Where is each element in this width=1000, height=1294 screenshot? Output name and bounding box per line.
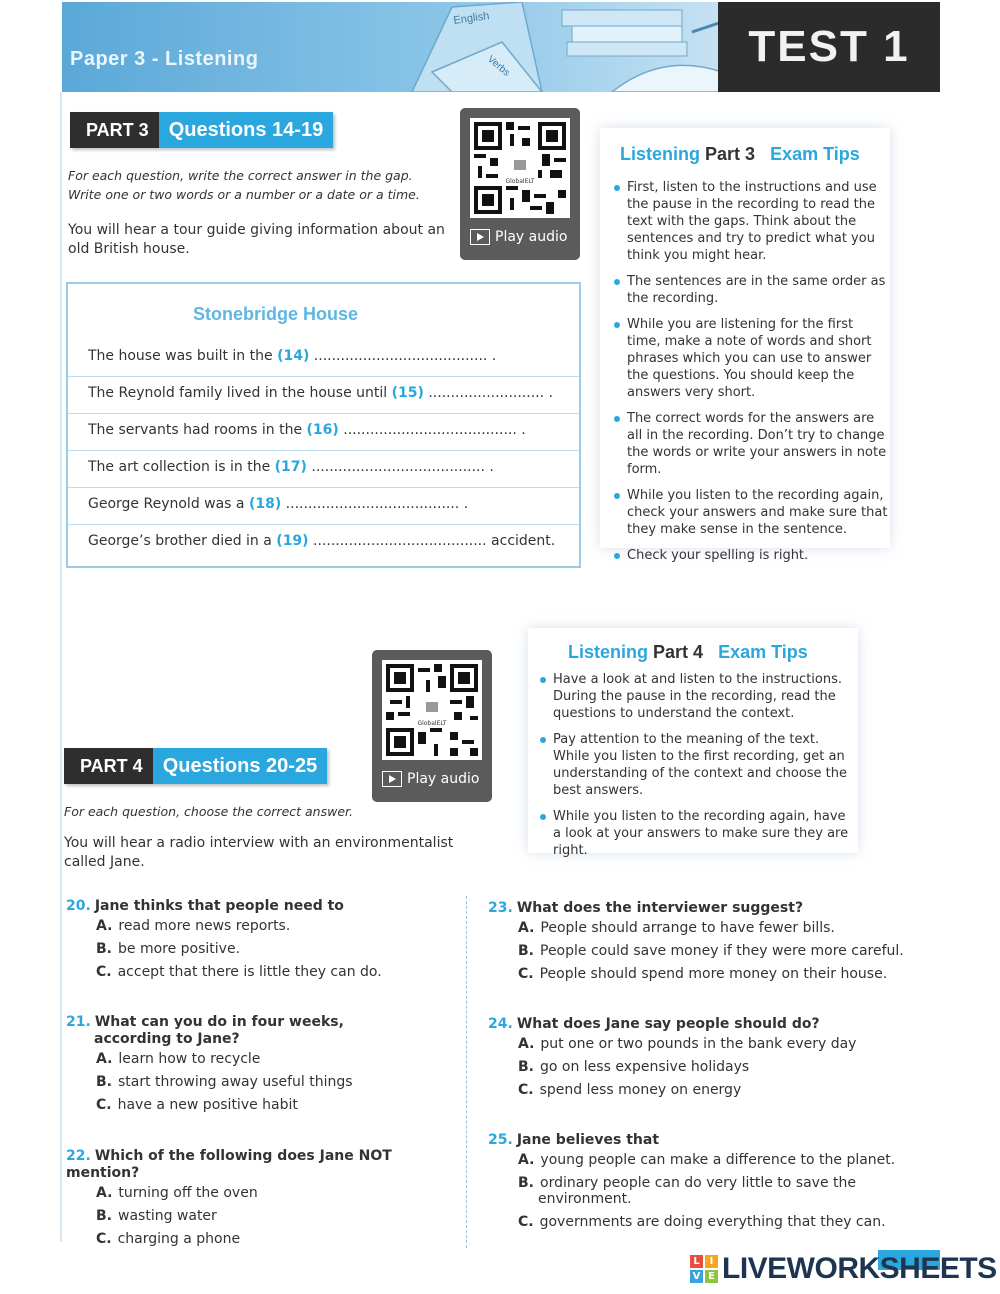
option-letter: B. <box>96 941 112 957</box>
option-letter: B. <box>518 1059 534 1075</box>
play-icon <box>470 229 490 245</box>
gap-text: George’s brother died in a <box>88 533 277 549</box>
question-number: 24. <box>488 1016 513 1032</box>
option-c[interactable] <box>96 961 446 984</box>
option-letter: C. <box>96 1231 112 1247</box>
option-text: young people can make a difference to the planet. <box>540 1152 896 1168</box>
question-number: (18) <box>248 496 282 512</box>
badge-letter: E <box>705 1270 718 1283</box>
option-letter: C. <box>518 966 534 982</box>
gap-line-16[interactable] <box>88 422 526 438</box>
option-letter: A. <box>96 918 113 934</box>
part3-exam-tips <box>600 128 890 563</box>
question-stem <box>66 1014 416 1048</box>
option-letter: A. <box>518 1152 535 1168</box>
option-a[interactable] <box>96 1182 461 1205</box>
option-text: accept that there is little they can do. <box>117 964 382 980</box>
option-text: put one or two pounds in the bank every day <box>540 1036 857 1052</box>
badge-letter: L <box>690 1255 703 1268</box>
option-c[interactable] <box>518 1079 908 1102</box>
gap-line-15[interactable] <box>88 385 553 401</box>
tips-title-exam-tips: Exam Tips <box>718 642 808 662</box>
question-text: What does Jane say people should do? <box>516 1016 820 1032</box>
gap-box-title: Stonebridge House <box>192 304 358 324</box>
option-text: wasting water <box>118 1208 217 1224</box>
option-letter: B. <box>96 1208 112 1224</box>
question-number: (19) <box>276 533 309 549</box>
decor-word-english: English <box>452 10 491 27</box>
part4-play-audio-button[interactable] <box>382 768 482 790</box>
option-letter: B. <box>518 943 534 959</box>
option-b[interactable] <box>518 1056 908 1079</box>
option-a[interactable] <box>96 915 446 938</box>
option-letter: C. <box>518 1214 534 1230</box>
option-letter: B. <box>96 1074 112 1090</box>
part3-play-audio-label: Play audio <box>495 229 568 245</box>
option-text: have a new positive habit <box>117 1097 298 1113</box>
tip-item: While you listen to the recording again, have a look at your answers to make sure they are right. <box>540 808 850 859</box>
part3-qr-card[interactable] <box>460 108 580 260</box>
option-text: read more news reports. <box>118 918 291 934</box>
part4-exam-tips <box>528 628 858 858</box>
question-stem <box>488 1016 908 1033</box>
option-letter: A. <box>518 1036 535 1052</box>
gap-text: The house was built in the <box>88 348 278 364</box>
option-c[interactable] <box>96 1094 416 1117</box>
part4-qr-card[interactable] <box>372 650 492 802</box>
gap-separator <box>68 450 579 451</box>
part4-instruction: For each question, choose the correct answer. <box>64 804 353 819</box>
option-letter: A. <box>96 1185 113 1201</box>
gap-line-19[interactable] <box>88 533 555 549</box>
option-letter: C. <box>96 964 112 980</box>
question-text: What does the interviewer suggest? <box>516 900 804 916</box>
option-text: charging a phone <box>117 1231 241 1247</box>
option-b[interactable] <box>518 940 908 963</box>
option-letter: C. <box>96 1097 112 1113</box>
option-text: be more positive. <box>118 941 241 957</box>
part3-play-audio-button[interactable] <box>470 226 570 248</box>
qr-brand: GlobalELT <box>417 720 447 727</box>
gap-text: George Reynold was a <box>88 496 249 512</box>
question-25 <box>488 1132 908 1234</box>
option-a[interactable] <box>518 1033 908 1056</box>
gap-text: The servants had rooms in the <box>88 422 307 438</box>
option-text: learn how to recycle <box>118 1051 261 1067</box>
part4-intro: You will hear a radio interview with an environmentalist called Jane. <box>64 835 454 870</box>
question-stem <box>66 1148 461 1182</box>
tips-title-part: Part 3 <box>705 144 756 164</box>
answer-blank: ....................................... accident. <box>308 533 556 549</box>
qr-code-graphic <box>470 118 570 218</box>
option-b[interactable] <box>518 1175 888 1207</box>
answer-blank: ....................................... . <box>281 496 469 512</box>
tips-title-listening: Listening <box>620 144 700 164</box>
decor-word-verbs: Verbs <box>485 53 512 79</box>
part4-label <box>64 748 327 784</box>
question-21 <box>66 1014 416 1117</box>
option-text: People should spend more money on their house. <box>539 966 888 982</box>
question-number: (16) <box>306 422 339 438</box>
qr-code <box>470 118 570 218</box>
question-number: (14) <box>277 348 310 364</box>
question-23 <box>488 900 908 986</box>
tip-item: First, listen to the instructions and use the pause in the recording to read the text with the gaps. Think about the sentences and try to predict what you think you might hear. <box>614 179 890 264</box>
question-number: 23. <box>488 900 513 916</box>
option-a[interactable] <box>96 1048 416 1071</box>
gap-line-17[interactable] <box>88 459 494 475</box>
tip-item: Pay attention to the meaning of the text. While you listen to the first recording, get an understanding of the context and choose the best answers. <box>540 731 850 799</box>
part3-tips-title <box>620 144 890 165</box>
option-c[interactable] <box>518 963 908 986</box>
option-text: governments are doing everything that they can. <box>539 1214 886 1230</box>
option-text: go on less expensive holidays <box>540 1059 750 1075</box>
tip-item: The correct words for the answers are all in the recording. Don’t try to change the words or write your answers in note form. <box>614 410 890 478</box>
option-b[interactable] <box>96 1071 416 1094</box>
part3-instruction-line2: Write one or two words or a number or a date or a time. <box>68 187 420 202</box>
gap-separator <box>68 376 579 377</box>
tip-item: Check your spelling is right. <box>614 547 890 564</box>
question-stem <box>488 1132 908 1149</box>
option-text: ordinary people can do very little to save the environment. <box>538 1175 857 1207</box>
option-a[interactable] <box>518 1149 908 1172</box>
option-c[interactable] <box>518 1211 908 1234</box>
question-text: Which of the following does Jane NOT mention? <box>66 1148 392 1181</box>
part4-tips-title <box>568 642 858 663</box>
liveworksheets-wordmark: LIVEWORKSHEETS <box>722 1252 997 1285</box>
option-letter: A. <box>518 920 535 936</box>
option-text: spend less money on energy <box>539 1082 742 1098</box>
question-stem <box>488 900 908 917</box>
part3-label <box>70 112 333 148</box>
option-c[interactable] <box>96 1228 461 1251</box>
qr-code <box>382 660 482 760</box>
tip-item: While you listen to the recording again, check your answers and make sure that they make sense in the sentence. <box>614 487 890 538</box>
option-text: start throwing away useful things <box>118 1074 353 1090</box>
question-text: Jane thinks that people need to <box>94 898 344 914</box>
answer-blank: ....................................... . <box>338 422 526 438</box>
answer-blank: ....................................... . <box>309 348 497 364</box>
column-divider <box>466 896 467 1248</box>
part4-label-part: PART 4 <box>64 748 153 784</box>
test-label-box <box>718 2 940 92</box>
qr-brand: GlobalELT <box>505 178 535 185</box>
section-title: Paper 3 - Listening <box>70 48 259 70</box>
option-b[interactable] <box>96 938 446 961</box>
question-text: What can you do in four weeks, according to Jane? <box>94 1014 344 1047</box>
question-20 <box>66 898 446 984</box>
badge-letter: I <box>705 1255 718 1268</box>
part4-play-audio-label: Play audio <box>407 771 480 787</box>
part3-label-questions: Questions 14-19 <box>159 112 334 148</box>
play-icon <box>382 771 402 787</box>
tip-item: While you are listening for the first time, make a note of words and short phrases which you can use to answer the questions. You should keep the answers very short. <box>614 316 890 401</box>
left-margin-rule <box>60 92 62 1242</box>
option-a[interactable] <box>518 917 908 940</box>
option-letter: B. <box>518 1175 534 1191</box>
answer-blank: ....................................... . <box>306 459 494 475</box>
test-label: TEST 1 <box>748 22 910 71</box>
tips-title-part: Part 4 <box>653 642 704 662</box>
option-letter: C. <box>518 1082 534 1098</box>
gap-line-14[interactable] <box>88 348 496 364</box>
qr-code-graphic <box>382 660 482 760</box>
part3-instruction-line1: For each question, write the correct answer in the gap. <box>68 168 413 183</box>
gap-separator <box>68 487 579 488</box>
part3-tips-list <box>614 179 890 564</box>
option-letter: A. <box>96 1051 113 1067</box>
tip-item: The sentences are in the same order as the recording. <box>614 273 890 307</box>
part4-tips-list <box>540 671 850 859</box>
question-text: Jane believes that <box>516 1132 660 1148</box>
tips-title-listening: Listening <box>568 642 648 662</box>
gap-text: The art collection is in the <box>88 459 275 475</box>
part4-label-questions: Questions 20-25 <box>153 748 328 784</box>
question-22 <box>66 1148 461 1251</box>
question-number: (15) <box>391 385 424 401</box>
tips-title-exam-tips: Exam Tips <box>770 144 860 164</box>
option-text: People could save money if they were more careful. <box>540 943 904 959</box>
stonebridge-house-box <box>66 282 581 568</box>
question-24 <box>488 1016 908 1102</box>
question-number: 22. <box>66 1148 91 1164</box>
gap-text: The Reynold family lived in the house until <box>88 385 392 401</box>
gap-line-18[interactable] <box>88 496 468 512</box>
question-number: (17) <box>274 459 307 475</box>
badge-letter: V <box>690 1270 703 1283</box>
question-number: 20. <box>66 898 91 914</box>
liveworksheets-badge-icon <box>690 1255 718 1283</box>
gap-separator <box>68 413 579 414</box>
question-number: 21. <box>66 1014 91 1030</box>
gap-separator <box>68 524 579 525</box>
question-stem <box>66 898 446 915</box>
part3-intro: You will hear a tour guide giving information about an old British house. <box>68 222 445 257</box>
liveworksheets-logo <box>690 1252 997 1286</box>
answer-blank: .......................... . <box>423 385 553 401</box>
part3-instructions <box>68 166 420 204</box>
question-number: 25. <box>488 1132 513 1148</box>
option-text: People should arrange to have fewer bills. <box>540 920 835 936</box>
part3-label-part: PART 3 <box>70 112 159 148</box>
option-text: turning off the oven <box>118 1185 258 1201</box>
option-b[interactable] <box>96 1205 461 1228</box>
tip-item: Have a look at and listen to the instructions. During the pause in the recording, read the questions to understand the context. <box>540 671 850 722</box>
